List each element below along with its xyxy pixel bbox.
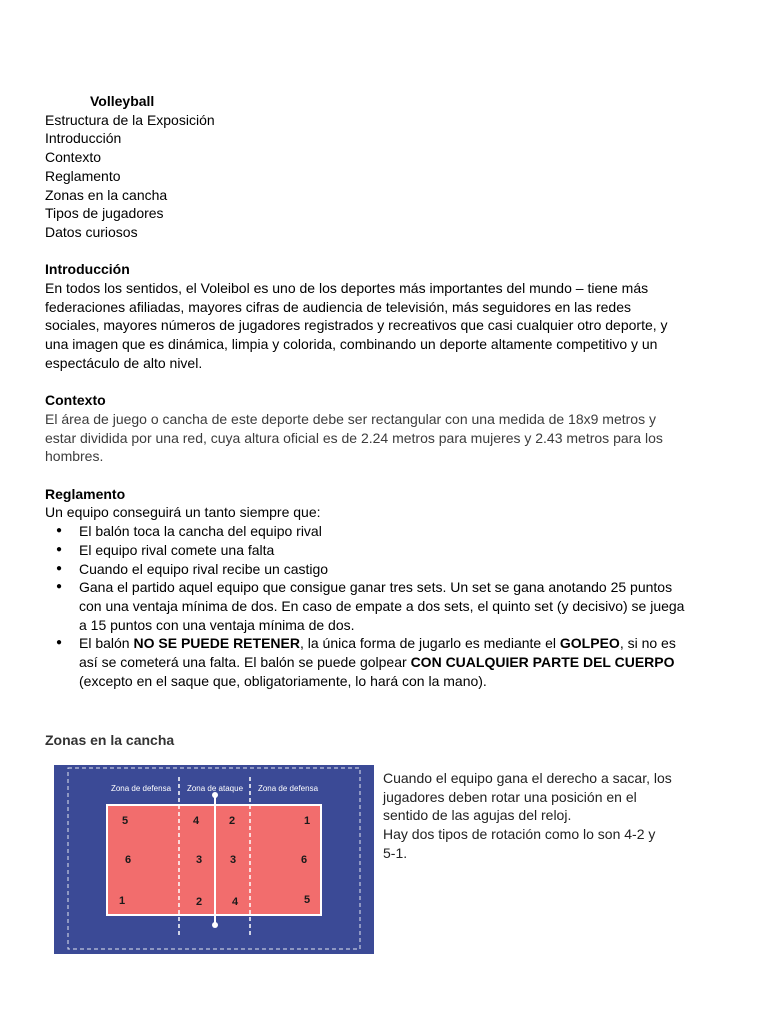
position-number: 2 <box>195 896 203 908</box>
list-item <box>45 634 685 690</box>
outline-item: Reglamento <box>45 167 121 184</box>
position-number: 2 <box>228 815 236 827</box>
position-number: 1 <box>303 815 311 827</box>
zonas-heading: Zonas en la cancha <box>45 732 175 748</box>
rotation-line: sentido de las agujas del reloj. <box>383 807 572 824</box>
outline-item: Estructura de la Exposición <box>45 111 215 128</box>
outline-item: Datos curiosos <box>45 223 138 240</box>
rule-text: , si no es <box>619 635 676 652</box>
intro-paragraph <box>45 279 685 373</box>
intro-line: una imagen que es dinámica, limpia y colorida, combinando un deporte altamente competitivo y un <box>45 336 658 353</box>
zone-label-defense-right: Zona de defensa <box>257 784 319 793</box>
intro-line: espectáculo de alto nivel. <box>45 354 203 371</box>
position-number: 3 <box>229 854 237 866</box>
rule-line <box>79 653 685 672</box>
outline-list <box>45 111 685 242</box>
rotation-line: 5-1. <box>383 844 408 861</box>
contexto-heading: Contexto <box>45 392 106 409</box>
intro-heading: Introducción <box>45 261 130 278</box>
intro-line: federaciones afiliadas, mayores cifras de audiencia de televisión, más seguidores en las redes <box>45 298 631 315</box>
position-number: 4 <box>192 815 200 827</box>
contexto-paragraph <box>45 410 685 466</box>
zone-label-defense-left: Zona de defensa <box>110 784 172 793</box>
zone-label-attack: Zona de ataque <box>186 784 244 793</box>
rotation-line: Hay dos tipos de rotación como lo son 4-2 y <box>383 826 656 843</box>
rule-text: así se cometerá una falta. El balón se puede golpear <box>79 654 411 671</box>
court-diagram <box>54 765 374 954</box>
contexto-line: hombres. <box>45 448 104 465</box>
rule-emphasis: NO SE PUEDE RETENER <box>133 635 300 652</box>
rule-line: ● Gana el partido aquel equipo que consigue ganar tres sets. Un set se gana anotando 25 puntos <box>79 579 673 596</box>
reglamento-intro: Un equipo conseguirá un tanto siempre que: <box>45 504 321 521</box>
list-item <box>45 560 685 579</box>
rotation-line: jugadores deben rotar una posición en el <box>383 788 637 805</box>
outline-item: Zonas en la cancha <box>45 186 168 203</box>
position-number: 1 <box>118 895 126 907</box>
reglamento-list <box>45 522 685 690</box>
rule-line: a 15 puntos con una ventaja mínima de dos. <box>79 616 355 633</box>
list-item <box>45 541 685 560</box>
position-number: 6 <box>300 854 308 866</box>
position-number: 6 <box>124 854 132 866</box>
rule-line: (excepto en el saque que, obligatoriamente, lo hará con la mano). <box>79 672 487 689</box>
rule-text: Cuando el equipo rival recibe un castigo <box>79 560 329 577</box>
position-number: 5 <box>303 894 311 906</box>
contexto-line: estar dividida por una red, cuya altura oficial es de 2.24 metros para mujeres y 2.43 metros para los <box>45 429 663 446</box>
position-number: 5 <box>121 815 129 827</box>
contexto-line: El área de juego o cancha de este deporte debe ser rectangular con una medida de 18x9 metros y <box>45 410 656 427</box>
rule-text: El balón toca la cancha del equipo rival <box>79 523 322 540</box>
document-title: Volleyball <box>90 93 155 109</box>
rule-emphasis: GOLPEO <box>559 635 620 652</box>
intro-line: En todos los sentidos, el Voleibol es uno de los deportes más importantes del mundo – tiene más <box>45 280 649 297</box>
list-item <box>45 578 685 634</box>
reglamento-heading: Reglamento <box>45 485 126 502</box>
position-number: 3 <box>195 854 203 866</box>
document-body <box>45 92 685 690</box>
rotation-line: Cuando el equipo gana el derecho a sacar, los <box>383 770 672 786</box>
rule-text: El balón <box>79 635 134 652</box>
rule-text: , la única forma de jugarlo es mediante el <box>299 635 560 652</box>
rule-line: con una ventaja mínima de dos. En caso de empate a dos sets, el quinto set (y decisivo) se juega <box>79 597 685 614</box>
rule-text: El equipo rival comete una falta <box>79 541 275 558</box>
rotation-description <box>383 769 683 863</box>
outline-item: Tipos de jugadores <box>45 205 164 222</box>
court-svg <box>54 765 374 954</box>
outline-item: Contexto <box>45 149 102 166</box>
rule-emphasis: CON CUALQUIER PARTE DEL CUERPO <box>410 654 675 671</box>
list-item <box>45 522 685 541</box>
rule-line <box>79 634 685 653</box>
position-number: 4 <box>231 896 239 908</box>
net-post-bottom <box>212 922 218 928</box>
outline-item: Introducción <box>45 130 122 147</box>
intro-line: sociales, mayores números de jugadores registrados y recreativos que casi cualquier otro deporte, y <box>45 317 668 334</box>
